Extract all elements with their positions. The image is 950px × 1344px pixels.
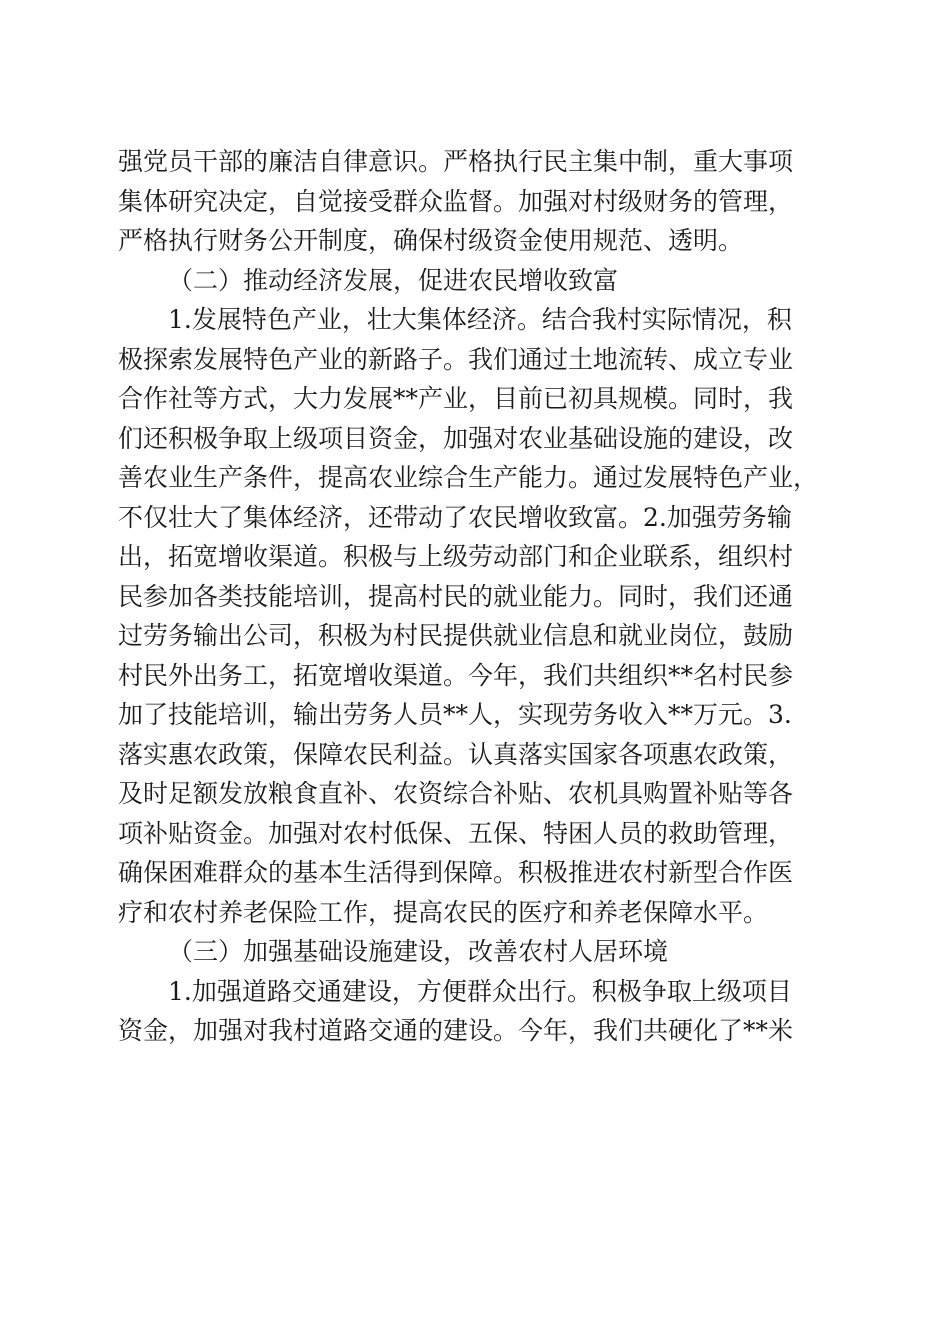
paragraph-line: 极探索发展特色产业的新路子。我们通过土地流转、成立专业 bbox=[118, 344, 794, 374]
paragraph-line: 强党员干部的廉洁自律意识。严格执行民主集中制，重大事项 bbox=[118, 147, 794, 176]
paragraph-line: 过劳务输出公司，积极为村民提供就业信息和就业岗位，鼓励 bbox=[118, 621, 794, 650]
paragraph-line: 加了技能培训，输出劳务人员**人，实现劳务收入**万元。3. bbox=[118, 700, 792, 729]
paragraph-line: 严格执行财务公开制度，确保村级资金使用规范、透明。 bbox=[118, 226, 744, 255]
paragraph-line: 1.加强道路交通建设，方便群众出行。积极争取上级项目 bbox=[168, 976, 792, 1006]
paragraph-line: 不仅壮大了集体经济，还带动了农民增收致富。2.加强劳务输 bbox=[118, 502, 792, 532]
paragraph-line: 出，拓宽增收渠道。积极与上级劳动部门和企业联系，组织村 bbox=[118, 542, 794, 571]
paragraph-line: 落实惠农政策，保障农民利益。认真落实国家各项惠农政策， bbox=[118, 739, 794, 769]
paragraph-line: 疗和农村养老保险工作，提高农民的医疗和养老保障水平。 bbox=[118, 897, 769, 927]
paragraph-line: 确保困难群众的基本生活得到保障。积极推进农村新型合作医 bbox=[118, 858, 794, 887]
section-heading-2: （二）推动经济发展，促进农民增收致富 bbox=[168, 265, 619, 295]
paragraph-line: 村民外出务工，拓宽增收渠道。今年，我们共组织**名村民参 bbox=[118, 660, 794, 690]
paragraph-line: 们还积极争取上级项目资金，加强对农业基础设施的建设，改 bbox=[118, 423, 794, 453]
paragraph-line: 及时足额发放粮食直补、农资综合补贴、农机具购置补贴等各 bbox=[118, 779, 794, 808]
paragraph-line: 1.发展特色产业，壮大集体经济。结合我村实际情况，积 bbox=[168, 305, 792, 334]
section-heading-3: （三）加强基础设施建设，改善农村人居环境 bbox=[168, 937, 669, 966]
paragraph-line: 资金，加强对我村道路交通的建设。今年，我们共硬化了**米 bbox=[118, 1016, 794, 1045]
paragraph-line: 项补贴资金。加强对农村低保、五保、特困人员的救助管理， bbox=[118, 818, 794, 848]
document-page bbox=[118, 142, 834, 1051]
paragraph-line: 民参加各类技能培训，提高村民的就业能力。同时，我们还通 bbox=[118, 581, 794, 611]
paragraph-line: 集体研究决定，自觉接受群众监督。加强对村级财务的管理， bbox=[118, 186, 794, 216]
paragraph-line: 合作社等方式，大力发展**产业，目前已初具规模。同时，我 bbox=[118, 384, 794, 413]
paragraph-line: 善农业生产条件，提高农业综合生产能力。通过发展特色产业， bbox=[118, 463, 819, 492]
